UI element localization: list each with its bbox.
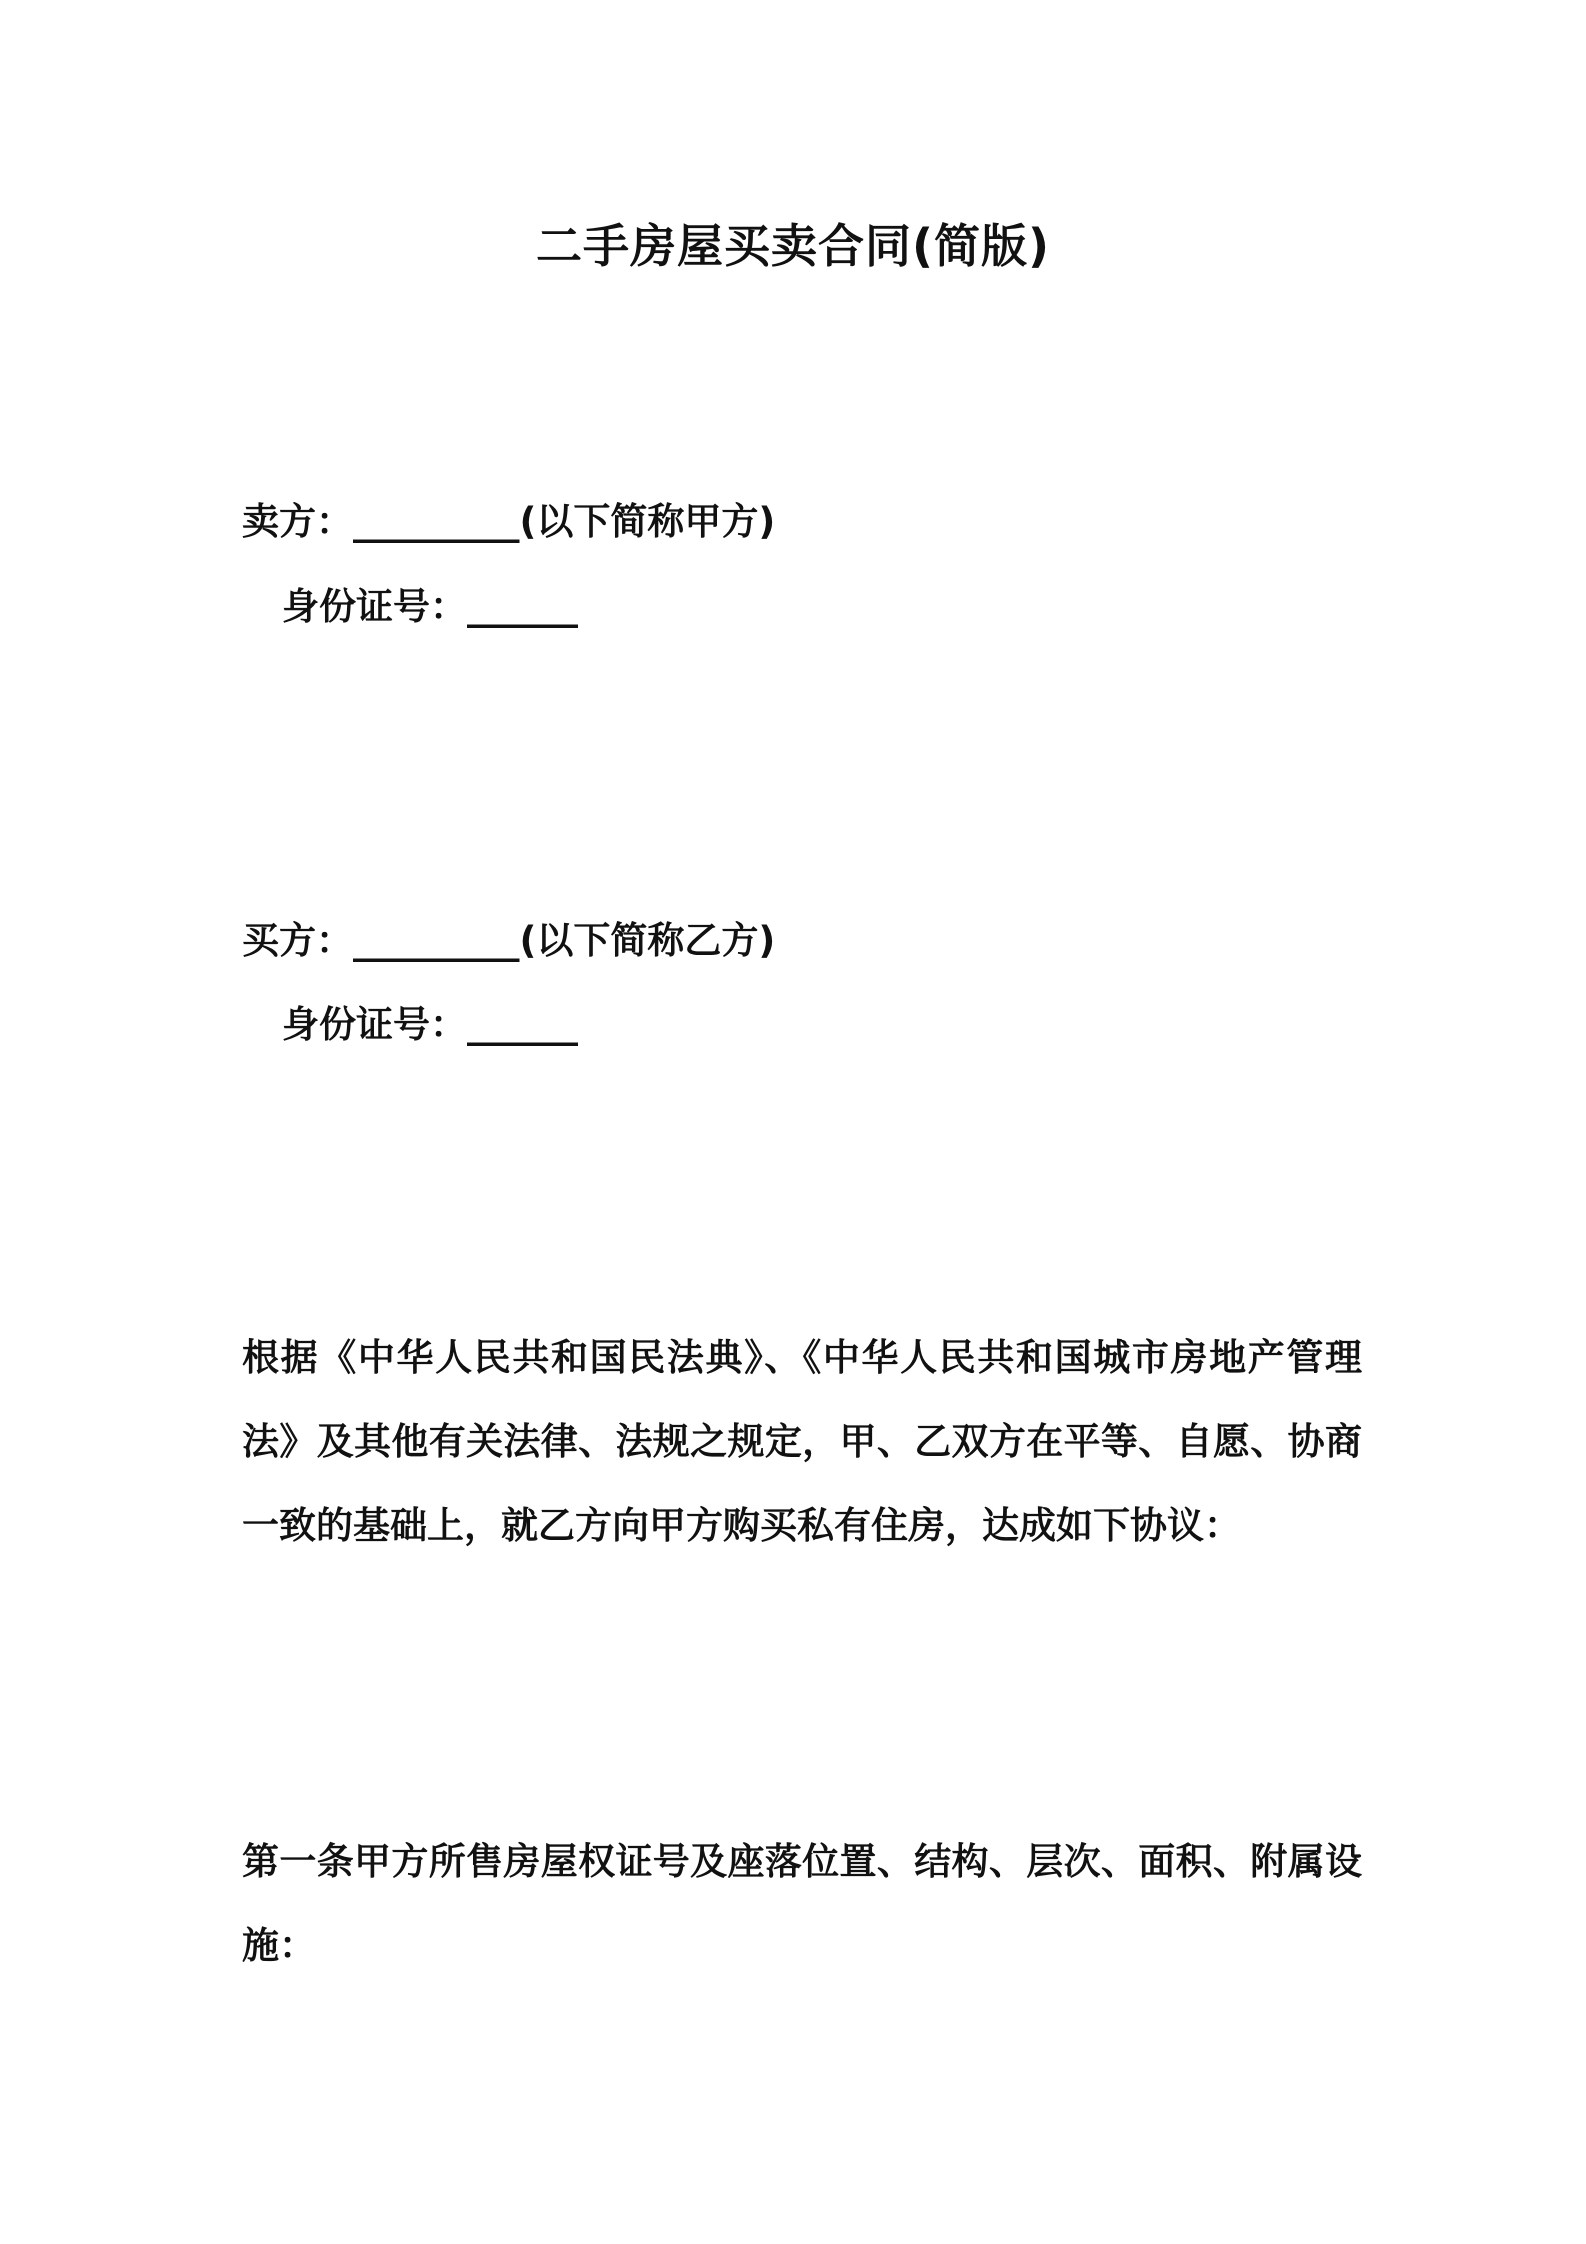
article-1-paragraph: 第一条甲方所售房屋权证号及座落位置、结构、层次、面积、附属设施： [242, 1840, 1362, 1967]
buyer-line: 买方：_________(以下简称乙方) [242, 919, 776, 962]
seller-line: 卖方：_________(以下简称甲方) [242, 500, 776, 543]
document-title: 二手房屋买卖合同(简版) [535, 219, 1051, 273]
seller-id-line: 身份证号：______ [282, 585, 578, 628]
preamble-paragraph: 根据《中华人民共和国民法典》、《中华人民共和国城市房地产管理法》及其他有关法律、法规之规定，甲、乙双方在平等、自愿、协商一致的基础上，就乙方向甲方购买私有住房，达成如下协议： [242, 1336, 1362, 1547]
buyer-id-line: 身份证号：______ [282, 1003, 578, 1046]
